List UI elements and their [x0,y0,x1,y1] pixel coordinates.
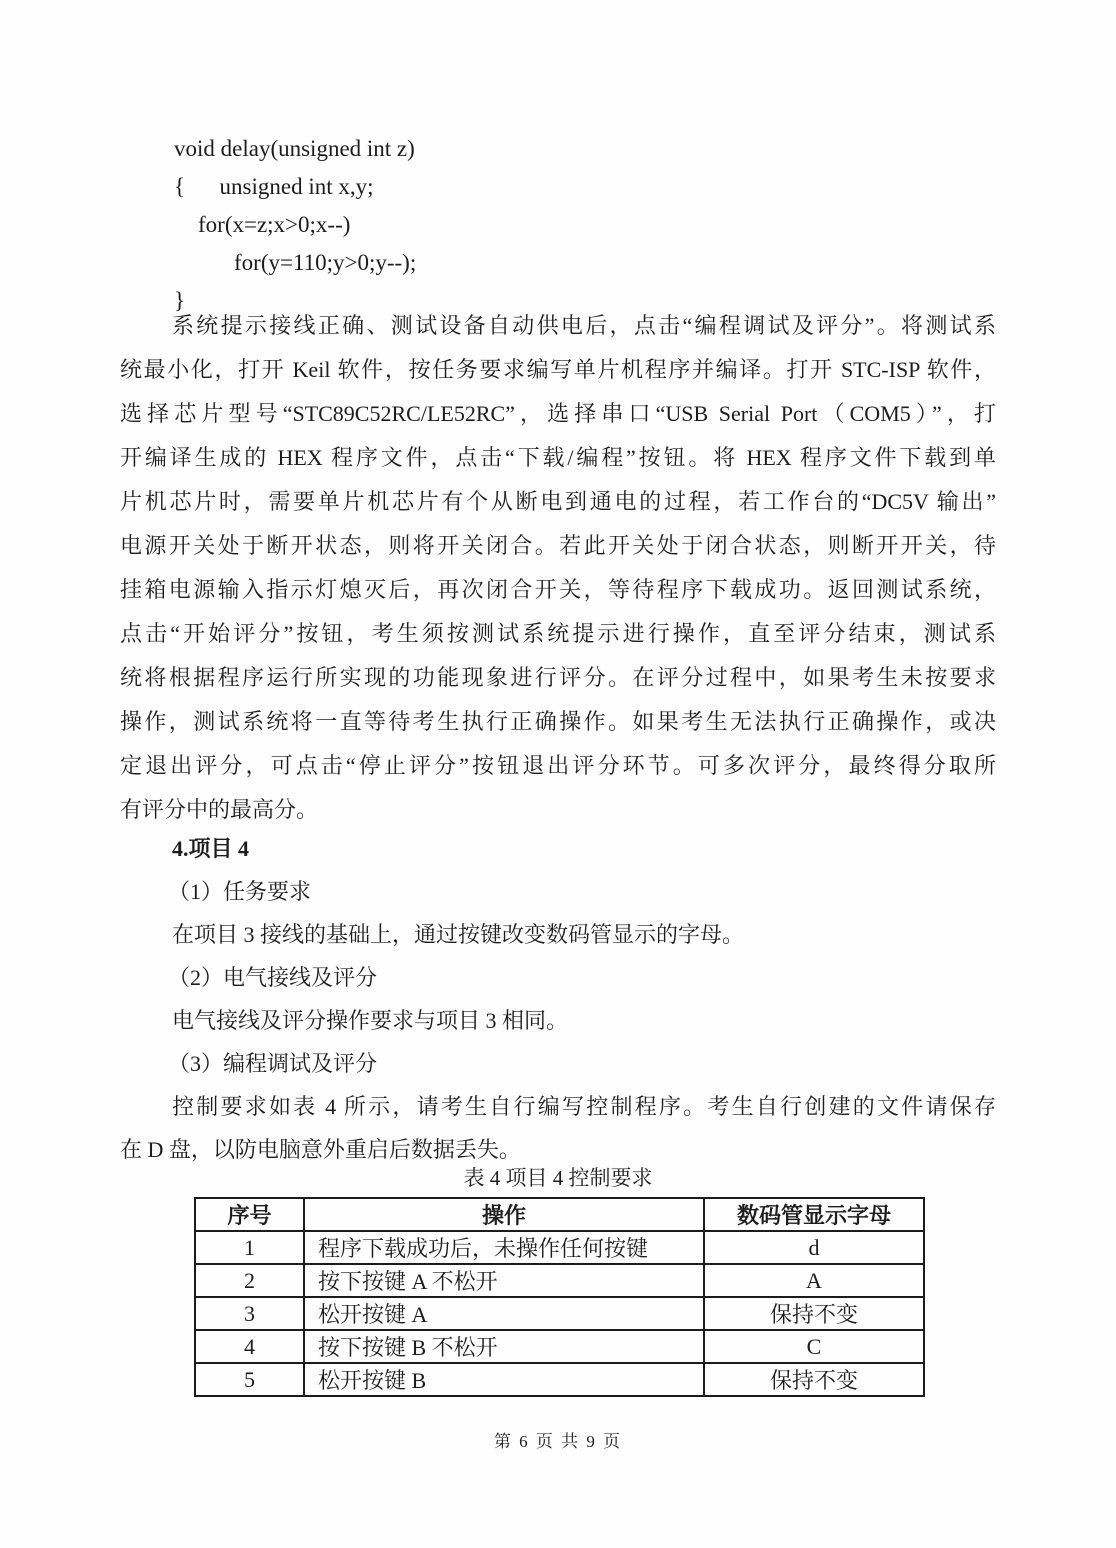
cell-display: 保持不变 [704,1297,924,1330]
paragraph-line: 片机芯片时，需要单片机芯片有个从断电到通电的过程，若工作台的“DC5V 输出” [120,489,996,514]
cell-display: 保持不变 [704,1363,924,1396]
code-line: { unsigned int x,y; [174,174,374,199]
cell-index: 2 [195,1264,304,1297]
code-line: for(y=110;y>0;y--); [234,250,417,275]
cell-index: 3 [195,1297,304,1330]
code-line: void delay(unsigned int z) [174,136,415,161]
section-project4 [120,827,996,1085]
cell-action: 按下按键 A 不松开 [304,1264,704,1297]
table-header-row [195,1198,924,1231]
subsection-label: （1）任务要求 [168,879,312,904]
cell-index: 1 [195,1231,304,1264]
cell-action: 程序下载成功后，未操作任何按键 [304,1231,704,1264]
main-paragraph [120,304,996,832]
paragraph-line: 控制要求如表 4 所示，请考生自行编写控制程序。考生自行创建的文件请保存 [172,1094,996,1119]
cell-action: 按下按键 B 不松开 [304,1330,704,1363]
table-row [195,1363,924,1396]
paragraph-line: 定退出评分，可点击“停止评分”按钮退出评分环节。可多次评分，最终得分取所 [120,753,996,778]
paragraph-line: 在 D 盘，以防电脑意外重启后数据丢失。 [120,1137,521,1162]
section-text: 在项目 3 接线的基础上，通过按键改变数码管显示的字母。 [172,922,745,947]
code-block [174,130,416,320]
paragraph-line: 有评分中的最高分。 [120,797,319,822]
column-header-action: 操作 [304,1198,704,1231]
table-caption: 表 4 项目 4 控制要求 [463,1166,653,1190]
paragraph-line: 开编译生成的 HEX 程序文件，点击“下载/编程”按钮。将 HEX 程序文件下载到单 [120,445,996,470]
cell-display: C [704,1330,924,1363]
paragraph-line: 挂箱电源输入指示灯熄灭后，再次闭合开关，等待程序下载成功。返回测试系统， [120,577,996,602]
code-line: } [174,288,186,313]
column-header-display: 数码管显示字母 [704,1198,924,1231]
code-line: for(x=z;x>0;x--) [198,212,351,237]
paragraph-line: 系统提示接线正确、测试设备自动供电后，点击“编程调试及评分”。将测试系 [172,313,996,338]
page-number: 第 6 页 共 9 页 [493,1432,623,1451]
cell-display: A [704,1264,924,1297]
column-header-index: 序号 [195,1198,304,1231]
section-heading: 4.项目 4 [172,836,250,861]
paragraph-line: 选择芯片型号“STC89C52RC/LE52RC”，选择串口“USB Serial Port（COM5）”，打 [120,401,996,426]
table-row [195,1264,924,1297]
subsection-label: （2）电气接线及评分 [168,965,378,990]
control-requirements-table [194,1197,925,1397]
subsection-label: （3）编程调试及评分 [168,1051,378,1076]
paragraph-line: 统最小化，打开 Keil 软件，按任务要求编写单片机程序并编译。打开 STC-ISP 软件， [120,357,996,382]
cell-action: 松开按键 A [304,1297,704,1330]
paragraph-line: 电源开关处于断开状态，则将开关闭合。若此开关处于闭合状态，则断开开关，待 [120,533,996,558]
paragraph-line: 操作，测试系统将一直等待考生执行正确操作。如果考生无法执行正确操作，或决 [120,709,996,734]
cell-index: 5 [195,1363,304,1396]
cell-display: d [704,1231,924,1264]
cell-index: 4 [195,1330,304,1363]
table-row [195,1231,924,1264]
table-row [195,1297,924,1330]
cell-action: 松开按键 B [304,1363,704,1396]
section-text: 电气接线及评分操作要求与项目 3 相同。 [172,1008,569,1033]
paragraph-line: 统将根据程序运行所实现的功能现象进行评分。在评分过程中，如果考生未按要求 [120,665,996,690]
control-paragraph [120,1085,996,1171]
paragraph-line: 点击“开始评分”按钮，考生须按测试系统提示进行操作，直至评分结束，测试系 [120,621,996,646]
table-row [195,1330,924,1363]
